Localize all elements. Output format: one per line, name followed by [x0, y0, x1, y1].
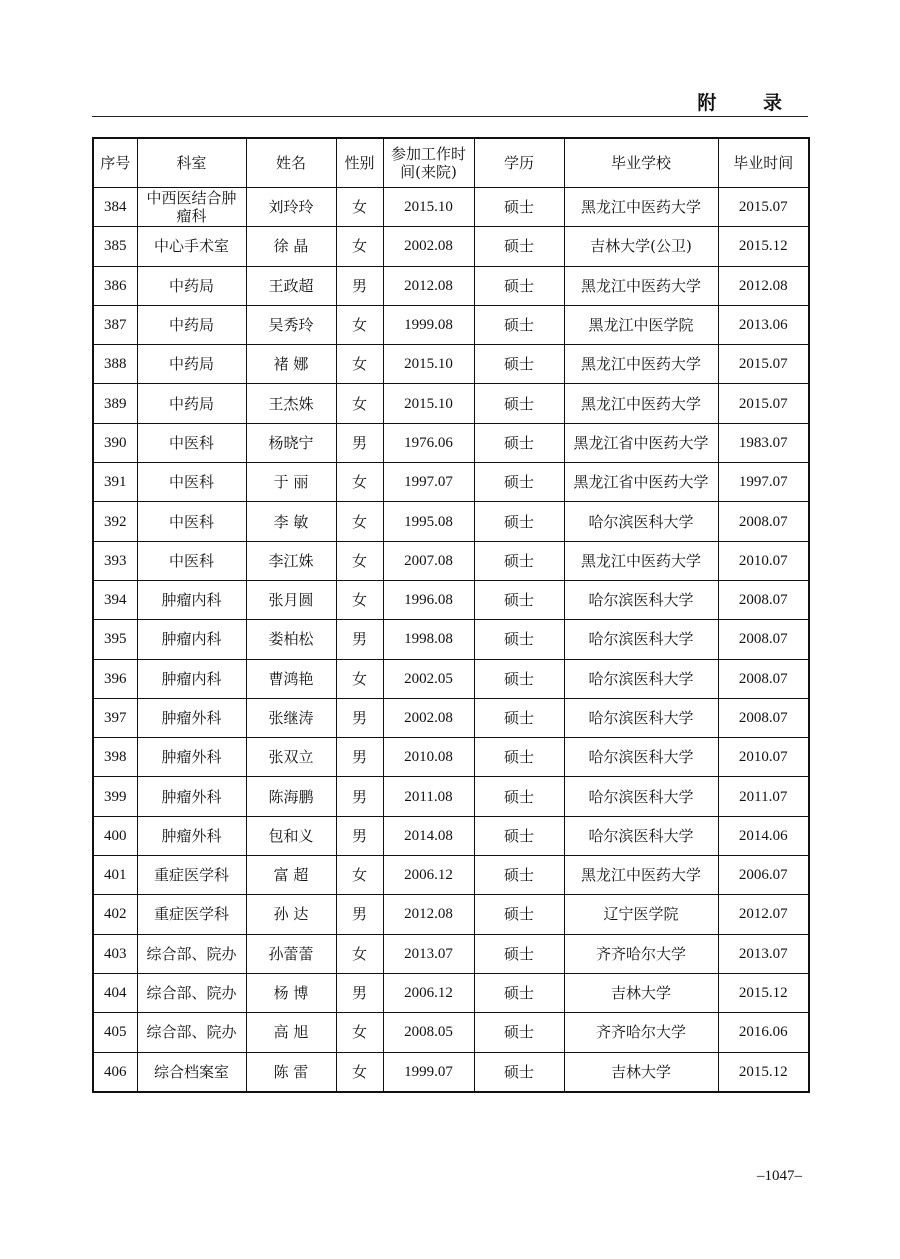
table-cell: 2008.05 — [383, 1013, 474, 1052]
table-cell: 1976.06 — [383, 423, 474, 462]
table-cell: 399 — [93, 777, 137, 816]
table-cell: 2012.08 — [383, 266, 474, 305]
table-cell: 女 — [336, 1052, 383, 1092]
table-cell: 中药局 — [137, 384, 246, 423]
table-cell: 2002.08 — [383, 227, 474, 266]
table-cell: 女 — [336, 856, 383, 895]
table-cell: 综合部、院办 — [137, 973, 246, 1012]
table-cell: 孙蕾蕾 — [246, 934, 336, 973]
table-cell: 硕士 — [474, 1013, 564, 1052]
table-cell: 1998.08 — [383, 620, 474, 659]
table-cell: 富 超 — [246, 856, 336, 895]
table-cell: 硕士 — [474, 856, 564, 895]
table-cell: 男 — [336, 816, 383, 855]
table-cell: 硕士 — [474, 934, 564, 973]
table-cell: 2012.08 — [718, 266, 809, 305]
table-cell: 王政超 — [246, 266, 336, 305]
table-cell: 硕士 — [474, 580, 564, 619]
table-cell: 曹鸿艳 — [246, 659, 336, 698]
table-cell: 综合档案室 — [137, 1052, 246, 1092]
table-cell: 哈尔滨医科大学 — [564, 620, 718, 659]
table-cell: 2015.10 — [383, 188, 474, 227]
table-cell: 硕士 — [474, 541, 564, 580]
table-cell: 男 — [336, 973, 383, 1012]
table-cell: 女 — [336, 502, 383, 541]
table-cell: 肿瘤内科 — [137, 659, 246, 698]
table-cell: 390 — [93, 423, 137, 462]
table-cell: 1995.08 — [383, 502, 474, 541]
table-cell: 哈尔滨医科大学 — [564, 816, 718, 855]
table-cell: 硕士 — [474, 777, 564, 816]
table-cell: 男 — [336, 266, 383, 305]
table-cell: 硕士 — [474, 973, 564, 1012]
table-cell: 1997.07 — [718, 463, 809, 502]
table-cell: 2011.08 — [383, 777, 474, 816]
table-cell: 肿瘤外科 — [137, 698, 246, 737]
table-cell: 杨 博 — [246, 973, 336, 1012]
table-row — [93, 777, 809, 816]
table-cell: 2012.08 — [383, 895, 474, 934]
table-row — [93, 305, 809, 344]
table-row — [93, 423, 809, 462]
table-cell: 李 敏 — [246, 502, 336, 541]
table-cell: 张双立 — [246, 738, 336, 777]
column-header: 参加工作时间(来院) — [383, 138, 474, 188]
table-cell: 徐 晶 — [246, 227, 336, 266]
table-cell: 405 — [93, 1013, 137, 1052]
table-cell: 中医科 — [137, 541, 246, 580]
table-cell: 2014.08 — [383, 816, 474, 855]
table-cell: 386 — [93, 266, 137, 305]
staff-table — [92, 137, 810, 1093]
column-header: 姓名 — [246, 138, 336, 188]
table-cell: 2015.07 — [718, 188, 809, 227]
table-row — [93, 659, 809, 698]
table-row — [93, 738, 809, 777]
table-cell: 吉林大学 — [564, 973, 718, 1012]
table-cell: 肿瘤内科 — [137, 620, 246, 659]
table-cell: 406 — [93, 1052, 137, 1092]
table-cell: 女 — [336, 227, 383, 266]
table-cell: 肿瘤内科 — [137, 580, 246, 619]
table-cell: 娄柏松 — [246, 620, 336, 659]
table-cell: 硕士 — [474, 305, 564, 344]
table-cell: 李江姝 — [246, 541, 336, 580]
table-cell: 男 — [336, 738, 383, 777]
table-cell: 394 — [93, 580, 137, 619]
table-cell: 女 — [336, 934, 383, 973]
table-cell: 高 旭 — [246, 1013, 336, 1052]
table-cell: 黑龙江省中医药大学 — [564, 423, 718, 462]
table-cell: 硕士 — [474, 738, 564, 777]
table-cell: 中医科 — [137, 423, 246, 462]
table-cell: 张继涛 — [246, 698, 336, 737]
table-cell: 硕士 — [474, 1052, 564, 1092]
table-cell: 男 — [336, 777, 383, 816]
table-cell: 硕士 — [474, 345, 564, 384]
table-cell: 哈尔滨医科大学 — [564, 659, 718, 698]
table-cell: 396 — [93, 659, 137, 698]
table-cell: 杨晓宁 — [246, 423, 336, 462]
table-cell: 2007.08 — [383, 541, 474, 580]
table-row — [93, 345, 809, 384]
table-cell: 中西医结合肿瘤科 — [137, 188, 246, 227]
table-cell: 于 丽 — [246, 463, 336, 502]
table-cell: 肿瘤外科 — [137, 816, 246, 855]
table-cell: 辽宁医学院 — [564, 895, 718, 934]
table-cell: 硕士 — [474, 620, 564, 659]
table-cell: 女 — [336, 188, 383, 227]
table-row — [93, 188, 809, 227]
table-cell: 吉林大学 — [564, 1052, 718, 1092]
table-cell: 男 — [336, 423, 383, 462]
table-row — [93, 973, 809, 1012]
table-cell: 2015.07 — [718, 384, 809, 423]
table-cell: 硕士 — [474, 502, 564, 541]
table-row — [93, 227, 809, 266]
table-cell: 肿瘤外科 — [137, 738, 246, 777]
table-cell: 2015.12 — [718, 227, 809, 266]
table-cell: 硕士 — [474, 188, 564, 227]
table-cell: 402 — [93, 895, 137, 934]
table-cell: 2008.07 — [718, 698, 809, 737]
table-cell: 黑龙江中医药大学 — [564, 384, 718, 423]
table-cell: 孙 达 — [246, 895, 336, 934]
column-header: 毕业学校 — [564, 138, 718, 188]
table-row — [93, 266, 809, 305]
section-title: 附 录 — [697, 92, 802, 114]
table-cell: 384 — [93, 188, 137, 227]
table-cell: 中心手术室 — [137, 227, 246, 266]
table-cell: 黑龙江中医药大学 — [564, 188, 718, 227]
table-cell: 1997.07 — [383, 463, 474, 502]
table-cell: 2014.06 — [718, 816, 809, 855]
table-cell: 硕士 — [474, 423, 564, 462]
column-header: 性别 — [336, 138, 383, 188]
table-row — [93, 1052, 809, 1092]
table-cell: 404 — [93, 973, 137, 1012]
table-cell: 2010.07 — [718, 738, 809, 777]
table-cell: 2011.07 — [718, 777, 809, 816]
table-row — [93, 934, 809, 973]
table-cell: 哈尔滨医科大学 — [564, 738, 718, 777]
table-cell: 陈海鹏 — [246, 777, 336, 816]
table-cell: 女 — [336, 659, 383, 698]
column-header: 学历 — [474, 138, 564, 188]
table-cell: 395 — [93, 620, 137, 659]
table-cell: 齐齐哈尔大学 — [564, 1013, 718, 1052]
table-cell: 2008.07 — [718, 502, 809, 541]
table-cell: 黑龙江中医药大学 — [564, 541, 718, 580]
table-cell: 哈尔滨医科大学 — [564, 698, 718, 737]
table-cell: 392 — [93, 502, 137, 541]
table-cell: 1999.08 — [383, 305, 474, 344]
table-cell: 女 — [336, 384, 383, 423]
table-cell: 1983.07 — [718, 423, 809, 462]
table-row — [93, 541, 809, 580]
table-row — [93, 895, 809, 934]
table-cell: 2015.10 — [383, 384, 474, 423]
table-cell: 2002.05 — [383, 659, 474, 698]
table-cell: 2015.07 — [718, 345, 809, 384]
table-cell: 385 — [93, 227, 137, 266]
table-cell: 2016.06 — [718, 1013, 809, 1052]
table-cell: 388 — [93, 345, 137, 384]
table-cell: 硕士 — [474, 698, 564, 737]
table-row — [93, 698, 809, 737]
table-cell: 2015.12 — [718, 973, 809, 1012]
table-cell: 1999.07 — [383, 1052, 474, 1092]
table-cell: 黑龙江中医药大学 — [564, 345, 718, 384]
table-cell: 403 — [93, 934, 137, 973]
table-cell: 2006.12 — [383, 856, 474, 895]
table-cell: 吴秀玲 — [246, 305, 336, 344]
table-cell: 387 — [93, 305, 137, 344]
table-cell: 2006.12 — [383, 973, 474, 1012]
table-cell: 2015.10 — [383, 345, 474, 384]
table-cell: 刘玲玲 — [246, 188, 336, 227]
table-cell: 401 — [93, 856, 137, 895]
table-cell: 女 — [336, 463, 383, 502]
table-cell: 391 — [93, 463, 137, 502]
table-cell: 397 — [93, 698, 137, 737]
table-cell: 齐齐哈尔大学 — [564, 934, 718, 973]
table-row — [93, 463, 809, 502]
table-cell: 2008.07 — [718, 580, 809, 619]
table-cell: 陈 雷 — [246, 1052, 336, 1092]
table-row — [93, 384, 809, 423]
table-cell: 中药局 — [137, 266, 246, 305]
table-cell: 男 — [336, 620, 383, 659]
table-cell: 包和义 — [246, 816, 336, 855]
table-body — [93, 188, 809, 1092]
table-row — [93, 620, 809, 659]
table-cell: 2013.07 — [718, 934, 809, 973]
table-cell: 硕士 — [474, 816, 564, 855]
table-cell: 2010.08 — [383, 738, 474, 777]
table-cell: 硕士 — [474, 463, 564, 502]
table-cell: 2013.06 — [718, 305, 809, 344]
table-cell: 2012.07 — [718, 895, 809, 934]
table-cell: 中医科 — [137, 463, 246, 502]
column-header: 毕业时间 — [718, 138, 809, 188]
table-header-row — [93, 138, 809, 188]
table-cell: 重症医学科 — [137, 856, 246, 895]
table-cell: 1996.08 — [383, 580, 474, 619]
table-cell: 硕士 — [474, 384, 564, 423]
column-header: 科室 — [137, 138, 246, 188]
table-cell: 2013.07 — [383, 934, 474, 973]
table-cell: 男 — [336, 895, 383, 934]
table-cell: 重症医学科 — [137, 895, 246, 934]
table-cell: 硕士 — [474, 266, 564, 305]
table-cell: 398 — [93, 738, 137, 777]
table-cell: 400 — [93, 816, 137, 855]
table-cell: 393 — [93, 541, 137, 580]
table-cell: 中药局 — [137, 345, 246, 384]
table-row — [93, 502, 809, 541]
table-cell: 2002.08 — [383, 698, 474, 737]
table-cell: 女 — [336, 541, 383, 580]
table-cell: 2008.07 — [718, 620, 809, 659]
table-cell: 2010.07 — [718, 541, 809, 580]
table-row — [93, 816, 809, 855]
table-cell: 黑龙江中医药大学 — [564, 266, 718, 305]
table-cell: 389 — [93, 384, 137, 423]
table-cell: 综合部、院办 — [137, 934, 246, 973]
table-cell: 张月圆 — [246, 580, 336, 619]
table-cell: 哈尔滨医科大学 — [564, 502, 718, 541]
table-cell: 2015.12 — [718, 1052, 809, 1092]
table-cell: 哈尔滨医科大学 — [564, 777, 718, 816]
table-cell: 黑龙江省中医药大学 — [564, 463, 718, 502]
table-row — [93, 1013, 809, 1052]
table-cell: 褚 娜 — [246, 345, 336, 384]
table-cell: 综合部、院办 — [137, 1013, 246, 1052]
table-cell: 女 — [336, 1013, 383, 1052]
table-cell: 2006.07 — [718, 856, 809, 895]
table-cell: 中医科 — [137, 502, 246, 541]
table-cell: 吉林大学(公卫) — [564, 227, 718, 266]
table-cell: 中药局 — [137, 305, 246, 344]
table-cell: 硕士 — [474, 659, 564, 698]
table-cell: 硕士 — [474, 895, 564, 934]
table-cell: 女 — [336, 580, 383, 619]
header-rule — [92, 116, 808, 117]
table-cell: 女 — [336, 345, 383, 384]
table-cell: 女 — [336, 305, 383, 344]
table-cell: 黑龙江中医学院 — [564, 305, 718, 344]
table-row — [93, 580, 809, 619]
table-cell: 肿瘤外科 — [137, 777, 246, 816]
table-cell: 2008.07 — [718, 659, 809, 698]
page-number: –1047– — [757, 1168, 802, 1184]
table-cell: 哈尔滨医科大学 — [564, 580, 718, 619]
table-cell: 王杰姝 — [246, 384, 336, 423]
table-row — [93, 856, 809, 895]
column-header: 序号 — [93, 138, 137, 188]
table-cell: 硕士 — [474, 227, 564, 266]
table-cell: 男 — [336, 698, 383, 737]
table-cell: 黑龙江中医药大学 — [564, 856, 718, 895]
